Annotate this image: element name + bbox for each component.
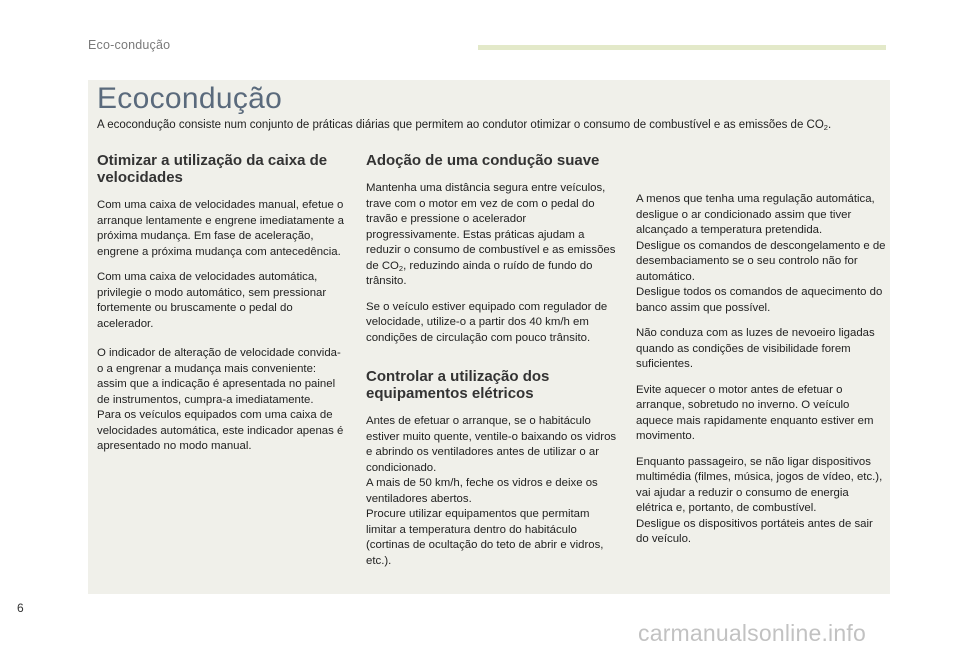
section-label: Eco-condução xyxy=(88,38,171,52)
header-bar xyxy=(478,45,886,50)
smooth-driving-text: Mantenha uma distância segura entre veículos, trave com o motor em vez de com o pedal do travão e pressione o acelerador progressivamente. Estas práticas ajudam a reduzir o consumo de combustível e as emissões de $CO_2$, reduzindo ainda o ruído de fundo do trânsito. xyxy=(366,182,616,287)
gear-indicator-auto-text: Para os veículos equipados com uma caixa de velocidades automática, este indicador apenas é apresentado no modo manual. xyxy=(97,409,344,452)
multimedia-text: Enquanto passageiro, se não ligar dispositivos multimédia (filmes, música, jogos de vídeo, etc.), vai ajudar a reduzir o consumo de energia elétrica e, portanto, de combustível. xyxy=(636,455,883,514)
temperature-equipment-text: Procure utilizar equipamentos que permitam limitar a temperatura dentro do habitáculo (cortinas de ocultação do teto de abrir e vidros, etc.). xyxy=(366,508,604,567)
demisting-text: Desligue os comandos de descongelamento e de desembaciamento se o seu controlo não for automático. xyxy=(636,239,886,283)
fog-lights-text: Não conduza com as luzes de nevoeiro ligadas quando as condições de visibilidade forem suficientes. xyxy=(636,327,875,370)
portable-devices-text: Desligue os dispositivos portáteis antes de sair do veículo. xyxy=(636,517,873,545)
gearbox-automatic-text: Com uma caixa de velocidades automática, privilegie o modo automático, sem pressionar fortemente ou bruscamente o pedal do acelerador. xyxy=(97,271,327,330)
watermark: carmanualsonline.info xyxy=(638,620,866,646)
column-equipment xyxy=(636,192,888,558)
cruise-control-text: Se o veículo estiver equipado com regulador de velocidade, utilize-o a partir dos 40 km/h em condições de circulação com pouco trânsito. xyxy=(366,300,608,344)
column-gearbox xyxy=(97,152,345,465)
windows-text: A mais de 50 km/h, feche os vidros e deixe os ventiladores abertos. xyxy=(366,477,598,505)
air-conditioning-text: A menos que tenha uma regulação automática, desligue o ar condicionado assim que tiver alcançado a temperatura pretendida. xyxy=(636,193,875,236)
gearbox-manual-text: Com uma caixa de velocidades manual, efetue o arranque lentamente e engrene imediatamente a próxima mudança. Em fase de aceleração, engrene a próxima mudança com antecedência. xyxy=(97,199,344,258)
engine-warmup-text: Evite aquecer o motor antes de efetuar o arranque, sobretudo no inverno. O veículo aquece mais rapidamente enquanto estiver em movimento. xyxy=(636,383,874,442)
heading-smooth-driving: Adoção de uma condução suave xyxy=(366,152,600,169)
seat-heating-text: Desligue todos os comandos de aquecimento do banco assim que possível. xyxy=(636,286,883,314)
heading-electrical-equipment: Controlar a utilização dos equipamentos elétricos xyxy=(366,368,550,402)
gear-indicator-text: O indicador de alteração de velocidade convida-o a engrenar a mudança mais conveniente: assim que a indicação é apresentada no painel de instrumentos, cumpra-a imediatamente. xyxy=(97,347,341,406)
ventilation-text: Antes de efetuar o arranque, se o habitáculo estiver muito quente, ventile-o baixando os vidros e abrindo os ventiladores antes de utilizar o ar condicionado. xyxy=(366,415,617,474)
page-title: Ecocondução xyxy=(97,82,283,115)
column-driving xyxy=(366,152,618,579)
intro-paragraph: A ecocondução consiste num conjunto de práticas diárias que permitem ao condutor otimizar o consumo de combustível e as emissões de $CO_2$. xyxy=(97,119,832,132)
heading-gearbox: Otimizar a utilização da caixa de velocidades xyxy=(97,152,328,186)
page-number: 6 xyxy=(17,601,24,615)
